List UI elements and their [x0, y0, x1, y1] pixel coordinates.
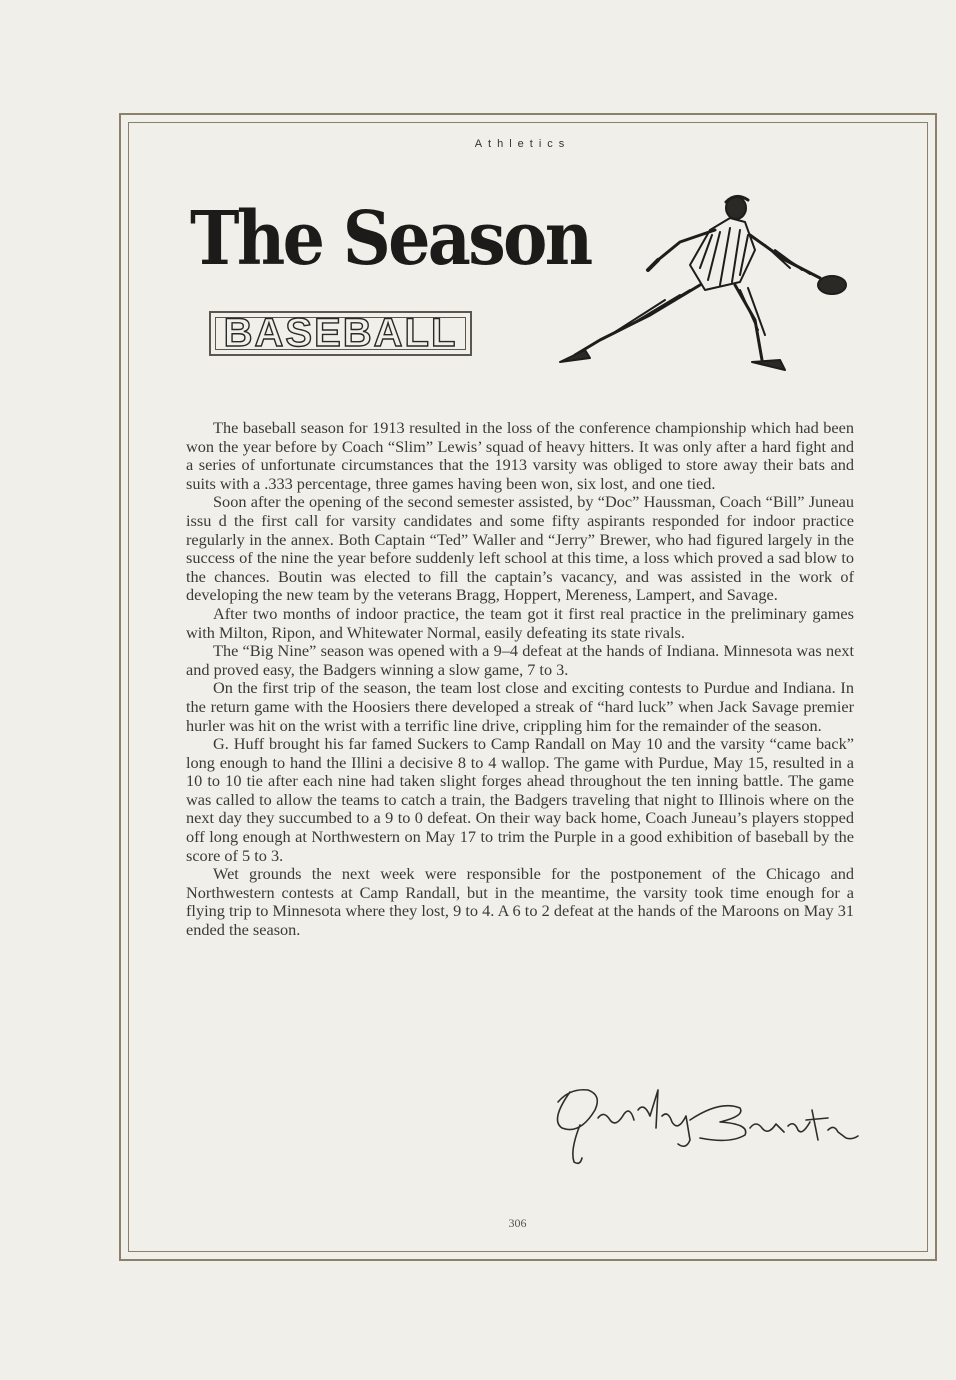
paragraph: After two months of indoor practice, the team got it first real practice in the preliminary games with Milton, Ripon, and Whitewater Normal, easily defeating its state rivals. [186, 603, 854, 642]
page-number: 306 [508, 1216, 527, 1230]
paragraph: The “Big Nine” season was opened with a 9–4 defeat at the hands of Indiana. Minnesota was next and proved easy, the Badgers winning a slow game, 7 to 3. [186, 641, 854, 679]
article-body [186, 419, 854, 940]
paragraph: On the first trip of the season, the team lost close and exciting contests to Purdue and Indiana. In the return game with the Hoosiers there developed a streak of “hard luck” when Jack Savage premier hurler was hit on the wrist with a terrific line drive, crippling him for the remainder of the season. [186, 678, 854, 735]
baseball-pitcher-icon [540, 190, 860, 380]
title-heading: The Season [190, 196, 591, 282]
subheading: BASEBALL [223, 311, 458, 355]
paragraph: Wet grounds the next week were responsible for the postponement of the Chicago and Northwestern contests at Camp Randall, but in the meantime, the varsity took time enough for a flying trip to Minnesota where they lost, 9 to 4. A 6 to 2 defeat at the hands of the Maroons on May 31 ended the season. [186, 864, 854, 940]
paragraph: G. Huff brought his far famed Suckers to Camp Randall on May 10 and the varsity “came back” long enough to hand the Illini a decisive 8 to 4 wallop. The game with Purdue, May 15, resulted in a 10 to 10 tie after each nine had taken slight forges ahead throughout the ten inning battle. The game was called to allow the teams to catch a train, the Badgers traveling that night to Illinois where on the next day they succumbed to a 9 to 0 defeat. On their way back home, Coach Juneau’s players stopped off long enough at Northwestern on May 17 to trim the Purple in a good exhibition of baseball by the score of 5 to 3. [186, 734, 854, 865]
title-heading-block [190, 194, 590, 284]
handwritten-signature-icon [540, 1080, 860, 1175]
subheading-box [209, 311, 472, 356]
paragraph: The baseball season for 1913 resulted in the loss of the conference championship which had been won the year before by Coach “Slim” Lewis’ squad of heavy hitters. It was only after a hard fight and a series of unfortunate circumstances that the 1913 varsity was obliged to store away their bats and suits with a .333 percentage, three games having been won, six lost, and one tied. [186, 418, 854, 493]
running-head: Athletics [474, 138, 571, 150]
paragraph: Soon after the opening of the second semester assisted, by “Doc” Haussman, Coach “Bill” Juneau issu d the first call for varsity candidates and some fifty aspirants responded for indoor practice regularly in the annex. Both Captain “Ted” Waller and “Jerry” Brewer, who had figured largely in the success of the nine the year before suddenly left school at this time, a loss which proved a sad blow to the chances. Boutin was elected to fill the captain’s vacancy, and was assisted in the work of developing the new team by the veterans Bragg, Hoppert, Mereness, Lampert, and Savage. [186, 492, 854, 605]
